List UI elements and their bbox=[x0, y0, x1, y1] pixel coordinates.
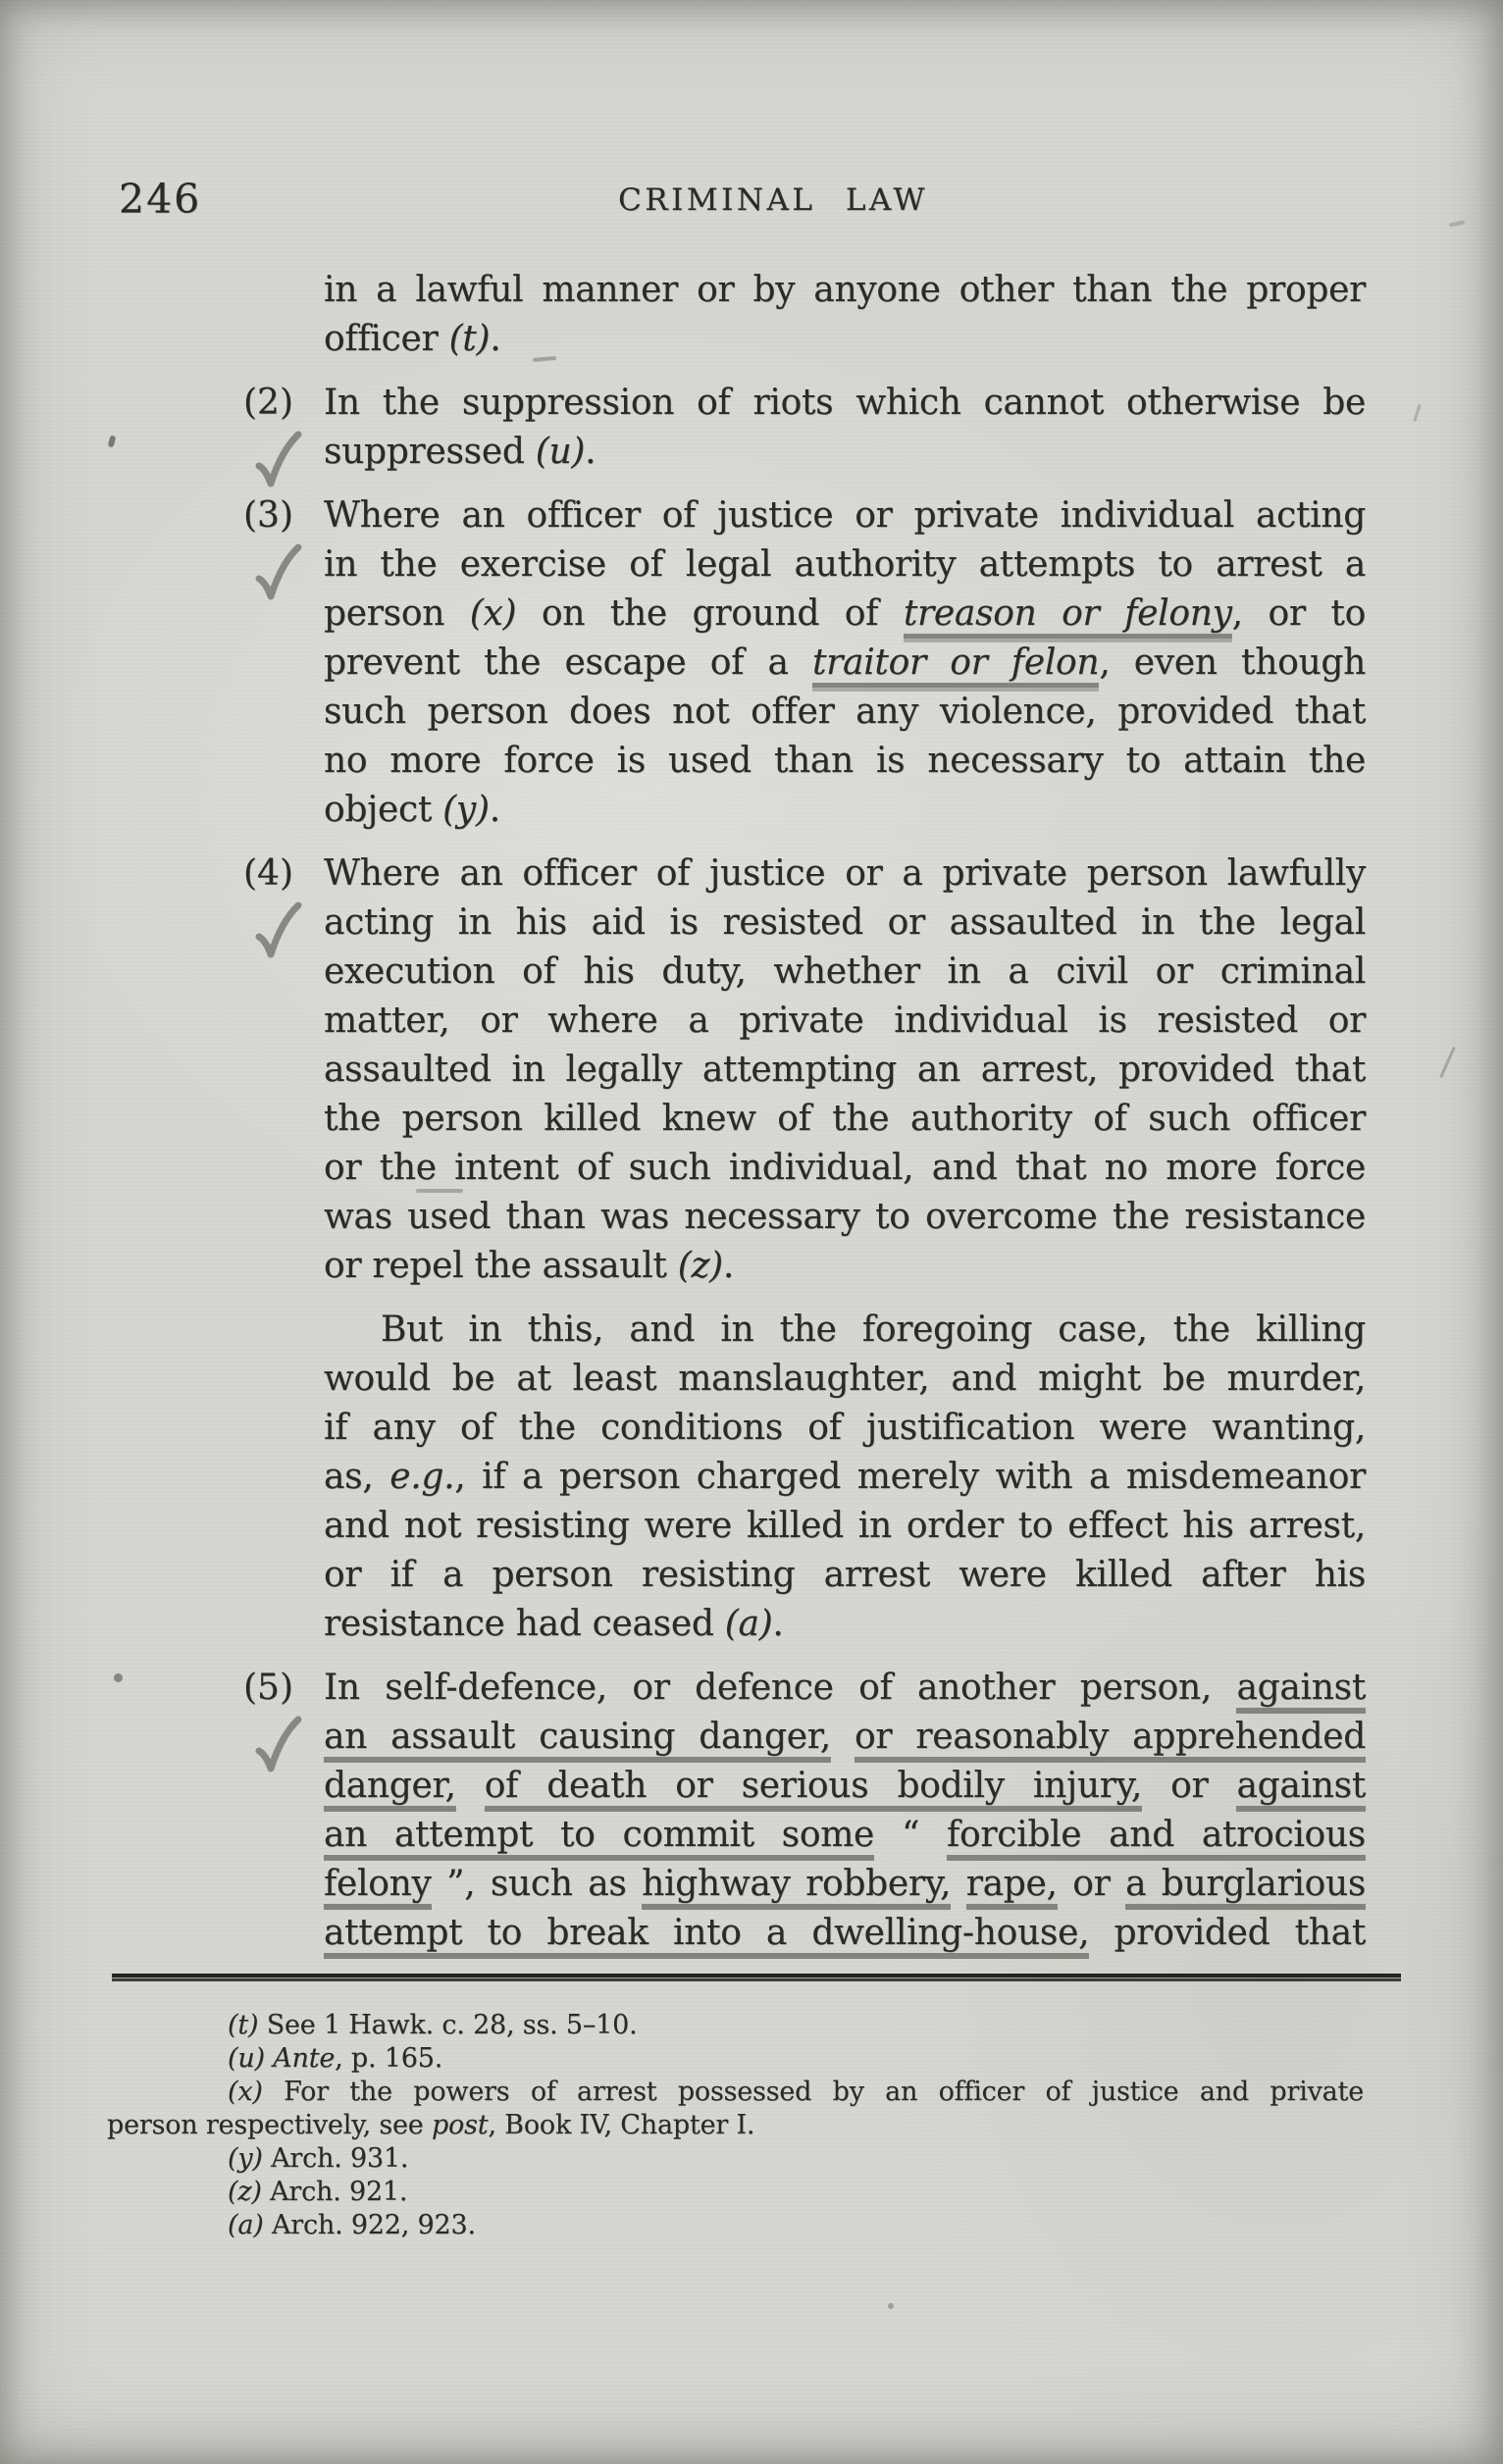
body-line bbox=[324, 1813, 1366, 1858]
pencil-underlined-text: highway robbery, bbox=[642, 1864, 951, 1910]
pencil-underlined-text: traitor or felon bbox=[812, 642, 1099, 688]
italic-text: post bbox=[431, 2110, 489, 2140]
text-segment: But in this, and in the foregoing case, the killing bbox=[381, 1309, 1366, 1350]
body-line bbox=[324, 317, 1366, 362]
italic-text: (z) bbox=[677, 1246, 723, 1286]
text-segment: no more force is used than is necessary to attain the bbox=[324, 741, 1366, 781]
pencil-underlined-text: felony bbox=[324, 1864, 432, 1910]
text-segment: prevent the escape of a bbox=[324, 642, 812, 683]
body-line bbox=[324, 1357, 1366, 1402]
italic-text: (t) bbox=[228, 2010, 259, 2040]
body-line bbox=[324, 950, 1366, 995]
body-line bbox=[324, 1097, 1366, 1142]
body-line bbox=[324, 1244, 1366, 1289]
text-segment: and not resisting were killed in order to effect his arrest, bbox=[324, 1506, 1366, 1546]
body-line bbox=[324, 1195, 1366, 1240]
body-line bbox=[324, 1146, 1366, 1191]
body-line bbox=[324, 542, 1366, 588]
text-segment: person bbox=[324, 593, 470, 634]
text-segment: , even though bbox=[1099, 642, 1366, 683]
body-line bbox=[324, 999, 1366, 1044]
pencil-underlined-text: against bbox=[1236, 1668, 1366, 1714]
text-segment: In the suppression of riots which cannot otherwise be bbox=[324, 383, 1366, 423]
text-segment: resistance had ceased bbox=[324, 1604, 725, 1644]
italic-text: (u) bbox=[535, 432, 586, 472]
text-segment: suppressed bbox=[324, 432, 536, 472]
item-number: (5) bbox=[243, 1668, 293, 1708]
text-segment: or bbox=[1142, 1766, 1237, 1806]
pencil-underlined-text: rape, bbox=[966, 1864, 1058, 1910]
text-segment: , if a person charged merely with a misdemeanor bbox=[454, 1457, 1367, 1497]
italic-text: Ante bbox=[273, 2043, 336, 2074]
body-line bbox=[324, 1862, 1366, 1907]
text-segment: matter, or where a private individual is resisted or bbox=[324, 1001, 1366, 1041]
text-segment bbox=[951, 1864, 966, 1904]
text-segment: , or to bbox=[1231, 593, 1366, 634]
pencil-checkmark-icon bbox=[253, 900, 304, 961]
footnote-line bbox=[228, 2009, 1364, 2042]
footnote-line bbox=[228, 2142, 1364, 2176]
scratch-mark bbox=[1449, 220, 1465, 227]
text-segment bbox=[265, 2043, 273, 2074]
body-line bbox=[324, 493, 1366, 539]
text-segment: , Book IV, Chapter I. bbox=[488, 2110, 755, 2140]
body-line bbox=[324, 739, 1366, 784]
text-segment: officer bbox=[324, 319, 449, 359]
text-segment: See 1 Hawk. c. 28, ss. 5–10. bbox=[258, 2010, 638, 2040]
text-segment: in the exercise of legal authority attempts to arrest a bbox=[324, 544, 1366, 585]
pencil-underlined-text: treason or felony bbox=[904, 593, 1232, 639]
scratch-mark bbox=[1413, 404, 1421, 422]
body-line bbox=[324, 1553, 1366, 1598]
body-line bbox=[381, 1308, 1366, 1353]
text-segment: person respectively, see bbox=[107, 2110, 432, 2140]
text-segment: Where an officer of justice or private individual acting bbox=[324, 495, 1366, 536]
text-segment: Arch. 921. bbox=[261, 2177, 408, 2207]
pencil-stray-dash bbox=[416, 1189, 463, 1193]
pencil-underlined-text: attempt to break into a dwelling-house, bbox=[324, 1913, 1089, 1959]
text-segment: or the intent of such individual, and that no more force bbox=[324, 1148, 1366, 1188]
text-segment: Where an officer of justice or a private person lawfully bbox=[324, 853, 1366, 894]
text-segment: . bbox=[489, 790, 500, 830]
body-line bbox=[324, 430, 1366, 475]
text-segment: ”, such as bbox=[431, 1864, 643, 1904]
body-line bbox=[324, 381, 1366, 426]
text-segment: or bbox=[1057, 1864, 1126, 1904]
pencil-checkmark-icon bbox=[253, 1715, 304, 1775]
pencil-underlined-text: an assault causing danger, bbox=[324, 1717, 831, 1763]
text-segment: Arch. 922, 923. bbox=[263, 2210, 476, 2240]
body-line bbox=[324, 641, 1366, 686]
pencil-underlined-text: against bbox=[1236, 1766, 1366, 1812]
text-segment: provided that bbox=[1089, 1913, 1366, 1953]
text-segment: For the powers of arrest possessed by an officer of justice and private bbox=[262, 2077, 1364, 2107]
text-segment: would be at least manslaughter, and might be murder, bbox=[324, 1359, 1366, 1399]
text-segment: . bbox=[585, 432, 596, 472]
text-segment: execution of his duty, whether in a civil or criminal bbox=[324, 951, 1366, 992]
pencil-checkmark-icon bbox=[253, 542, 304, 603]
text-segment: the person killed knew of the authority of such officer bbox=[324, 1099, 1366, 1139]
pencil-underlined-text: forcible and atrocious bbox=[947, 1815, 1366, 1861]
body-line bbox=[324, 851, 1366, 897]
italic-text: (y) bbox=[442, 790, 490, 830]
text-segment: if any of the conditions of justification were wanting, bbox=[324, 1408, 1366, 1448]
text-segment: as, bbox=[324, 1457, 390, 1497]
text-segment: in a lawful manner or by anyone other than the proper bbox=[324, 270, 1366, 310]
italic-text: (y) bbox=[228, 2143, 263, 2174]
text-segment: or if a person resisting arrest were killed after his bbox=[324, 1555, 1366, 1595]
text-segment: In self-defence, or defence of another person, bbox=[324, 1668, 1237, 1708]
italic-text: (x) bbox=[228, 2077, 263, 2107]
italic-text: (x) bbox=[469, 593, 517, 634]
text-segment: . bbox=[772, 1604, 784, 1644]
text-segment: or repel the assault bbox=[324, 1246, 678, 1286]
footnote-rule bbox=[112, 1974, 1401, 1982]
pencil-dot bbox=[114, 1673, 123, 1682]
pencil-underlined-text: of death or serious bodily injury, bbox=[485, 1766, 1142, 1812]
pencil-underlined-text: or reasonably apprehended bbox=[855, 1717, 1366, 1763]
body-line bbox=[324, 268, 1366, 313]
italic-text: e.g. bbox=[389, 1457, 455, 1497]
body-line bbox=[324, 1911, 1366, 1956]
text-segment bbox=[456, 1766, 485, 1806]
italic-text: (a) bbox=[228, 2210, 264, 2240]
body-line bbox=[324, 900, 1366, 946]
pencil-underlined-text: danger, bbox=[324, 1766, 456, 1812]
pencil-checkmark-icon bbox=[253, 430, 304, 490]
footnote-line bbox=[228, 2176, 1364, 2209]
body-line bbox=[324, 1504, 1366, 1549]
italic-text: (u) bbox=[228, 2043, 265, 2074]
body-line bbox=[324, 591, 1366, 637]
text-segment: was used than was necessary to overcome the resistance bbox=[324, 1197, 1366, 1237]
italic-text: (t) bbox=[448, 319, 491, 359]
text-segment: assaulted in legally attempting an arrest, provided that bbox=[324, 1050, 1366, 1090]
body-line bbox=[324, 788, 1366, 833]
body-line bbox=[324, 1406, 1366, 1451]
item-number: (3) bbox=[243, 495, 293, 536]
body-line bbox=[324, 1048, 1366, 1093]
text-segment: on the ground of bbox=[516, 593, 904, 634]
text-segment: , p. 165. bbox=[335, 2043, 443, 2074]
italic-text: (z) bbox=[228, 2177, 262, 2207]
scratch-mark bbox=[1439, 1047, 1456, 1078]
text-segment: such person does not offer any violence, provided that bbox=[324, 692, 1366, 732]
body-line bbox=[324, 1666, 1366, 1711]
footnote-line bbox=[107, 2109, 1364, 2142]
footnote-line bbox=[228, 2209, 1364, 2242]
item-number: (4) bbox=[243, 853, 293, 894]
text-segment bbox=[831, 1717, 855, 1757]
footnote-line bbox=[228, 2042, 1364, 2076]
italic-text: (a) bbox=[724, 1604, 773, 1644]
item-number: (2) bbox=[243, 383, 293, 423]
pencil-underlined-text: an attempt to commit some bbox=[324, 1815, 874, 1861]
text-segment: acting in his aid is resisted or assaulted in the legal bbox=[324, 902, 1366, 943]
page-number: 246 bbox=[119, 176, 202, 223]
ink-speck bbox=[108, 435, 117, 447]
body-line bbox=[324, 1455, 1366, 1500]
text-segment: . bbox=[490, 319, 501, 359]
paper-speck bbox=[888, 2303, 894, 2309]
text-segment: . bbox=[722, 1246, 735, 1286]
body-line bbox=[324, 1764, 1366, 1809]
text-segment: “ bbox=[874, 1815, 947, 1855]
text-segment: Arch. 931. bbox=[262, 2143, 409, 2174]
body-line bbox=[324, 1715, 1366, 1760]
body-line bbox=[324, 690, 1366, 735]
pencil-underlined-text: a burglarious bbox=[1125, 1864, 1366, 1910]
running-header: CRIMINAL LAW bbox=[618, 182, 928, 218]
footnote-line bbox=[228, 2076, 1364, 2109]
text-segment: object bbox=[324, 790, 443, 830]
body-line bbox=[324, 1602, 1366, 1647]
